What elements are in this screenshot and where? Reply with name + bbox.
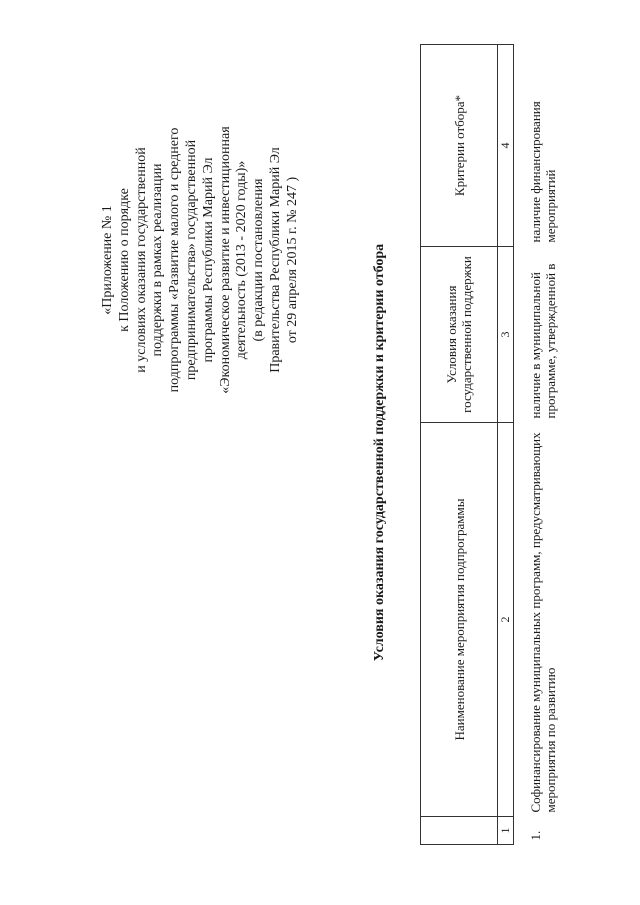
appendix-line: программы Республики Марий Эл: [200, 157, 216, 363]
header-cell-conditions: Условия оказания государственной поддержки: [421, 247, 498, 423]
appendix-line: «Экономическое развитие и инвестиционная: [217, 126, 233, 394]
document-title: Условия оказания государственной поддержки и критерии отбора: [372, 243, 387, 662]
column-number-row: [498, 45, 514, 845]
table-row: [514, 45, 561, 845]
header-cell-measure-name: Наименование мероприятия подпрограммы: [421, 423, 498, 817]
appendix-line: предпринимательства» государственной: [183, 139, 199, 381]
appendix-line: к Положению о порядке: [116, 188, 132, 332]
appendix-line: поддержки в рамках реализации: [150, 163, 166, 357]
row-conditions: наличие в муниципальной программе, утвержденной в: [528, 263, 558, 419]
column-number: 1: [498, 817, 514, 845]
appendix-block: [100, 85, 302, 435]
header-cell-criteria: Критерии отбора*: [421, 45, 498, 247]
appendix-line: деятельность (2013 - 2020 годы)»: [234, 160, 250, 360]
row-number: 1.: [528, 830, 543, 841]
column-number: 2: [498, 423, 514, 817]
row-criteria: наличие финансирования мероприятий: [528, 101, 558, 243]
appendix-line: (в редакции постановления: [251, 178, 267, 342]
column-number: 3: [498, 247, 514, 423]
appendix-line: Правительства Республики Марий Эл: [267, 147, 283, 373]
table-header-row: [421, 45, 498, 845]
appendix-line: и условиях оказания государственной: [133, 147, 149, 373]
support-conditions-table: [420, 44, 560, 845]
header-cell-number: [421, 817, 498, 845]
row-measure-name: Софинансирование муниципальных программ, предусматривающих мероприятия по развитию: [528, 432, 558, 813]
appendix-line: подпрограммы «Развитие малого и среднего: [167, 127, 183, 393]
appendix-line: «Приложение № 1: [100, 205, 115, 315]
appendix-line: от 29 апреля 2015 г. № 247 ): [284, 176, 300, 344]
column-number: 4: [498, 45, 514, 247]
